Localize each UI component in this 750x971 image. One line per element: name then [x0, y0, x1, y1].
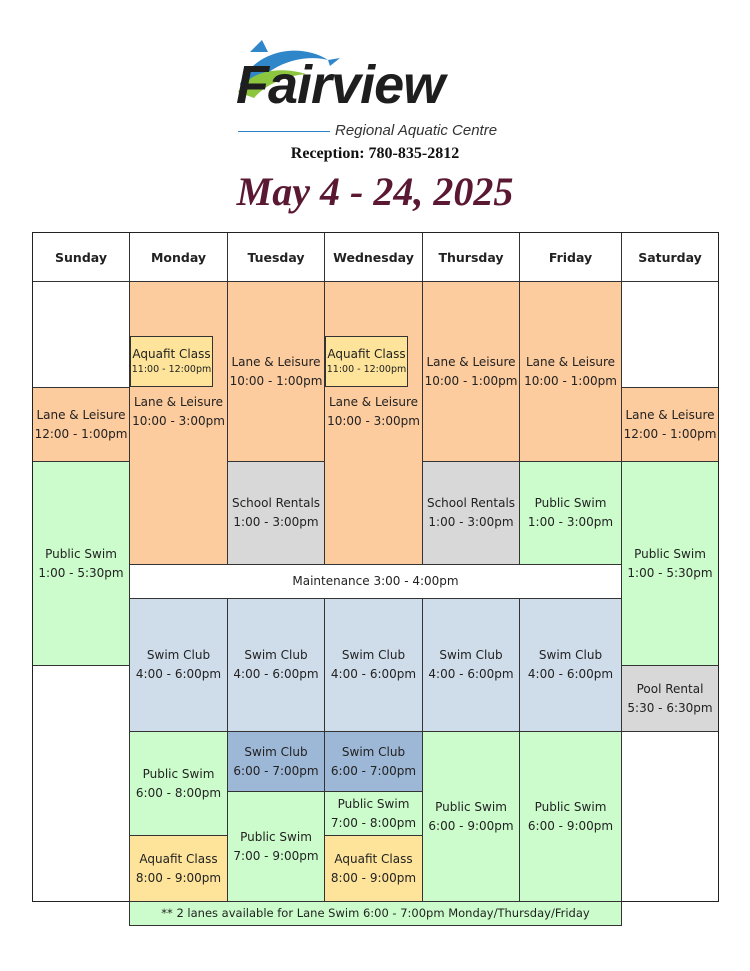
block-time: 6:00 - 7:00pm — [330, 763, 417, 778]
block-time: 1:00 - 3:00pm — [527, 515, 614, 529]
block-time: 10:00 - 1:00pm — [424, 373, 518, 388]
block-name: Swim Club — [244, 648, 308, 662]
friday-public-swim-evening — [519, 731, 622, 902]
monday-aquafit-evening — [129, 835, 228, 902]
block-time: 12:00 - 1:00pm — [34, 426, 128, 441]
block-time: 8:00 - 9:00pm — [330, 870, 417, 885]
saturday-pool-rental — [621, 665, 719, 732]
block-time: 7:00 - 9:00pm — [233, 848, 319, 863]
monday-swim-club — [129, 598, 228, 732]
block-time: 10:00 - 1:00pm — [229, 373, 323, 388]
empty-slot — [621, 281, 719, 388]
block-name: Swim Club — [341, 648, 406, 662]
block-time: 1:00 - 3:00pm — [428, 515, 514, 529]
lane-swim-footnote: ** 2 lanes available for Lane Swim 6:00 - 7:00pm Monday/Thursday/Friday — [129, 901, 622, 926]
block-name: Public Swim — [240, 829, 312, 844]
block-time: 12:00 - 1:00pm — [623, 426, 717, 441]
block-time: 1:00 - 5:30pm — [627, 565, 713, 580]
block-name: Swim Club — [341, 744, 406, 759]
day-header-wednesday: Wednesday — [324, 232, 423, 282]
block-name: Public Swim — [142, 766, 215, 781]
day-header-saturday: Saturday — [621, 232, 719, 282]
block-time: 4:00 - 6:00pm — [527, 667, 614, 681]
block-time: 10:00 - 1:00pm — [524, 373, 617, 388]
block-name: Pool Rental — [636, 681, 704, 696]
block-time: 8:00 - 9:00pm — [135, 870, 222, 885]
block-name: Public Swim — [534, 799, 607, 814]
block-time: 7:00 - 8:00pm — [330, 815, 417, 830]
block-name: Aquafit Class — [139, 851, 218, 866]
wednesday-aquafit-evening — [324, 835, 423, 902]
block-name: Aquafit Class — [334, 851, 413, 866]
logo-wordmark: Fairview — [236, 55, 445, 115]
tuesday-public-swim — [227, 791, 325, 902]
block-name: Swim Club — [244, 744, 308, 759]
wednesday-swim-club — [324, 598, 423, 732]
block-name: Public Swim — [337, 796, 410, 811]
saturday-public-swim — [621, 461, 719, 666]
block-time: 10:00 - 3:00pm — [327, 414, 420, 428]
day-header-thursday: Thursday — [422, 232, 520, 282]
block-name: School Rentals — [426, 496, 516, 510]
block-time: 1:00 - 3:00pm — [233, 515, 319, 529]
block-time: 4:00 - 6:00pm — [233, 667, 319, 681]
thursday-swim-club — [422, 598, 520, 732]
empty-slot — [32, 281, 130, 388]
reception-phone: Reception: 780-835-2812 — [290, 145, 460, 162]
block-name: Lane & Leisure — [133, 395, 224, 409]
day-header-sunday: Sunday — [32, 232, 130, 282]
tuesday-lane-leisure — [227, 281, 325, 462]
day-header-tuesday: Tuesday — [227, 232, 325, 282]
empty-slot — [32, 665, 130, 902]
block-name: Aquafit Class — [132, 347, 211, 361]
block-time: 4:00 - 6:00pm — [330, 667, 417, 681]
block-name: Public Swim — [634, 546, 706, 561]
day-header-friday: Friday — [519, 232, 622, 282]
block-name: Public Swim — [435, 799, 507, 814]
wednesday-swim-club-evening — [324, 731, 423, 792]
block-name: Lane & Leisure — [36, 407, 126, 422]
block-time: 4:00 - 6:00pm — [428, 667, 514, 681]
friday-lane-leisure — [519, 281, 622, 462]
block-time: 6:00 - 8:00pm — [135, 785, 222, 800]
block-name: Public Swim — [534, 496, 607, 510]
friday-public-swim-afternoon — [519, 461, 622, 565]
block-name: Swim Club — [439, 648, 503, 662]
block-name: Swim Club — [538, 648, 603, 662]
block-time: 11:00 - 12:00pm — [326, 364, 407, 375]
monday-lane-leisure — [129, 281, 228, 565]
tuesday-school-rentals — [227, 461, 325, 565]
block-time: 6:00 - 7:00pm — [233, 763, 319, 778]
saturday-lane-leisure — [621, 387, 719, 462]
block-name: Aquafit Class — [327, 347, 406, 361]
block-time: 5:30 - 6:30pm — [627, 700, 713, 715]
logo-subtitle: Regional Aquatic Centre — [335, 122, 498, 139]
sunday-public-swim — [32, 461, 130, 666]
block-name: Public Swim — [45, 546, 117, 561]
empty-slot — [621, 731, 719, 902]
wednesday-aquafit-morning — [325, 336, 408, 387]
wednesday-lane-leisure — [324, 281, 423, 565]
block-name: Lane & Leisure — [525, 354, 616, 369]
block-name: Swim Club — [146, 648, 211, 662]
tuesday-swim-club-evening — [227, 731, 325, 792]
logo-divider — [238, 131, 330, 132]
block-time: 10:00 - 3:00pm — [132, 414, 225, 428]
block-name: Lane & Leisure — [328, 395, 419, 409]
thursday-school-rentals — [422, 461, 520, 565]
thursday-lane-leisure — [422, 281, 520, 462]
tuesday-swim-club — [227, 598, 325, 732]
block-name: Lane & Leisure — [231, 354, 321, 369]
wednesday-public-swim — [324, 791, 423, 836]
block-time: 1:00 - 5:30pm — [38, 565, 124, 580]
block-name: Lane & Leisure — [426, 354, 516, 369]
schedule-date-range: May 4 - 24, 2025 — [236, 169, 514, 214]
block-time: 6:00 - 9:00pm — [428, 818, 514, 833]
block-name: Lane & Leisure — [625, 407, 715, 422]
block-name: School Rentals — [231, 496, 321, 510]
sunday-lane-leisure — [32, 387, 130, 462]
thursday-public-swim — [422, 731, 520, 902]
block-time: 11:00 - 12:00pm — [131, 364, 212, 375]
maintenance-band: Maintenance 3:00 - 4:00pm — [129, 564, 622, 599]
block-time: 4:00 - 6:00pm — [135, 667, 222, 681]
block-time: 6:00 - 9:00pm — [527, 818, 614, 833]
monday-aquafit-morning — [130, 336, 213, 387]
day-header-monday: Monday — [129, 232, 228, 282]
friday-swim-club — [519, 598, 622, 732]
monday-public-swim — [129, 731, 228, 836]
